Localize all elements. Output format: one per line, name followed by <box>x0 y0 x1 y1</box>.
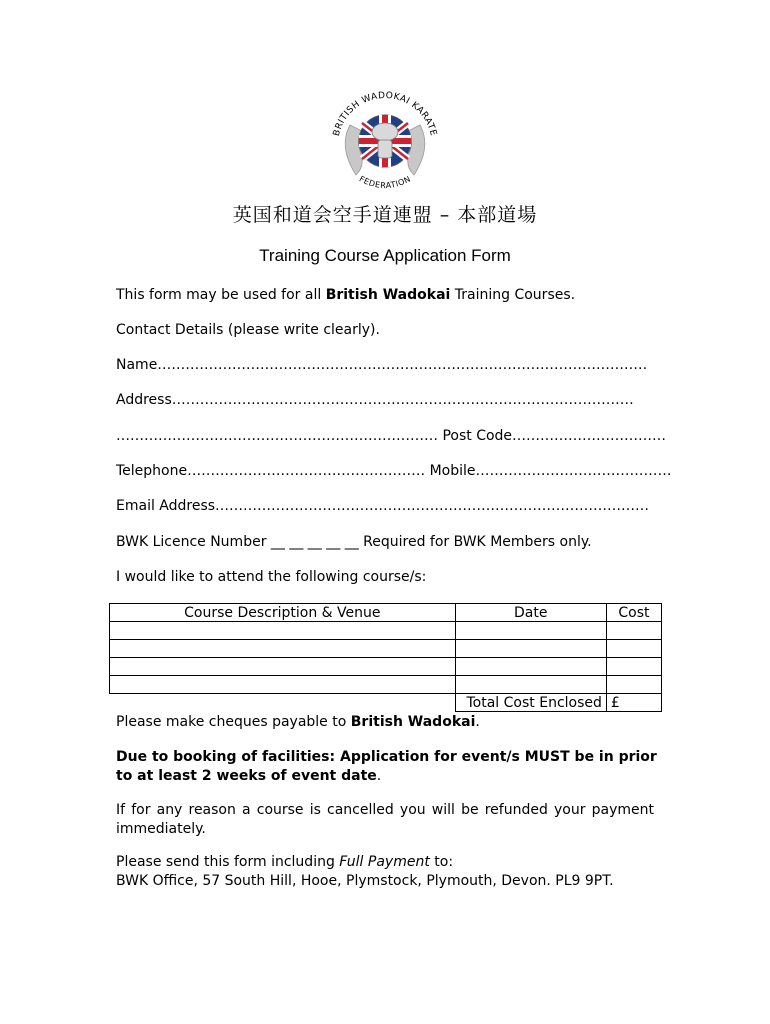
courses-heading: I would like to attend the following course/s: <box>116 569 427 585</box>
course-cell[interactable] <box>110 676 456 694</box>
cost-cell[interactable] <box>606 658 661 676</box>
contact-heading: Contact Details (please write clearly). <box>116 322 380 338</box>
col-date-header: Date <box>455 604 606 622</box>
telephone-field[interactable]: Telephone…………………………………………… <box>116 463 426 479</box>
booking-note-bold: Due to booking of facilities: Application for event/s MUST be in prior to at least 2 weeks of event date <box>116 749 657 784</box>
cost-cell[interactable] <box>606 676 661 694</box>
date-cell[interactable] <box>455 622 606 640</box>
col-cost-header: Cost <box>606 604 661 622</box>
col-course-header: Course Description & Venue <box>110 604 456 622</box>
course-cell[interactable] <box>110 622 456 640</box>
course-cell[interactable] <box>110 658 456 676</box>
booking-note <box>116 748 661 786</box>
cost-cell[interactable] <box>606 640 661 658</box>
address-field[interactable]: Address……………………………………………………………………………………… <box>116 392 634 408</box>
japanese-heading: 英国和道会空手道連盟 – 本部道場 <box>232 204 538 226</box>
cost-cell[interactable] <box>606 622 661 640</box>
booking-note-suffix: . <box>376 768 382 784</box>
cheques-bold: British Wadokai <box>350 714 476 730</box>
licence-field[interactable]: BWK Licence Number __ __ __ __ __ Required for BWK Members only. <box>116 534 592 550</box>
course-cell[interactable] <box>110 640 456 658</box>
postcode-field[interactable]: Post Code…………………………… <box>442 428 667 444</box>
send-address: BWK Office, 57 South Hill, Hooe, Plymstock, Plymouth, Devon. PL9 9PT. <box>116 873 614 889</box>
total-spacer <box>110 694 456 712</box>
cheques-line <box>116 714 480 730</box>
federation-logo <box>320 85 450 200</box>
table-row[interactable] <box>110 640 662 658</box>
total-row <box>110 694 662 712</box>
table-row[interactable] <box>110 622 662 640</box>
phone-line[interactable] <box>116 463 672 479</box>
intro-bold: British Wadokai <box>325 287 451 303</box>
address-line-2[interactable] <box>116 428 666 444</box>
total-label: Total Cost Enclosed <box>455 694 606 712</box>
address2-dots[interactable]: …………………………………………………………… <box>116 428 438 444</box>
send-line <box>116 854 453 870</box>
intro-suffix: Training Courses. <box>450 287 576 303</box>
logo-text-bottom: FEDERATION <box>357 174 413 191</box>
table-row[interactable] <box>110 658 662 676</box>
total-value[interactable]: £ <box>606 694 661 712</box>
cheques-prefix: Please make cheques payable to <box>116 714 351 730</box>
date-cell[interactable] <box>455 640 606 658</box>
cheques-suffix: . <box>475 714 480 730</box>
logo-text-top: BRITISH WADOKAI KARATE <box>331 90 439 138</box>
date-cell[interactable] <box>455 658 606 676</box>
table-header-row <box>110 604 662 622</box>
intro-line <box>116 287 575 303</box>
send-prefix: Please send this form including <box>116 854 340 870</box>
mobile-field[interactable]: Mobile…………………………………… <box>429 463 672 479</box>
send-italic: Full Payment <box>339 854 430 870</box>
intro-prefix: This form may be used for all <box>116 287 326 303</box>
name-field[interactable]: Name…………………………………………………………………………………………… <box>116 357 648 373</box>
send-suffix: to: <box>429 854 454 870</box>
table-row[interactable] <box>110 676 662 694</box>
email-field[interactable]: Email Address………………………………………………………………………………… <box>116 498 650 514</box>
date-cell[interactable] <box>455 676 606 694</box>
refund-note: If for any reason a course is cancelled you will be refunded your payment immediately. <box>116 802 654 837</box>
svg-text:FEDERATION <box>358 174 413 190</box>
form-title: Training Course Application Form <box>259 246 511 265</box>
courses-table <box>109 603 662 712</box>
